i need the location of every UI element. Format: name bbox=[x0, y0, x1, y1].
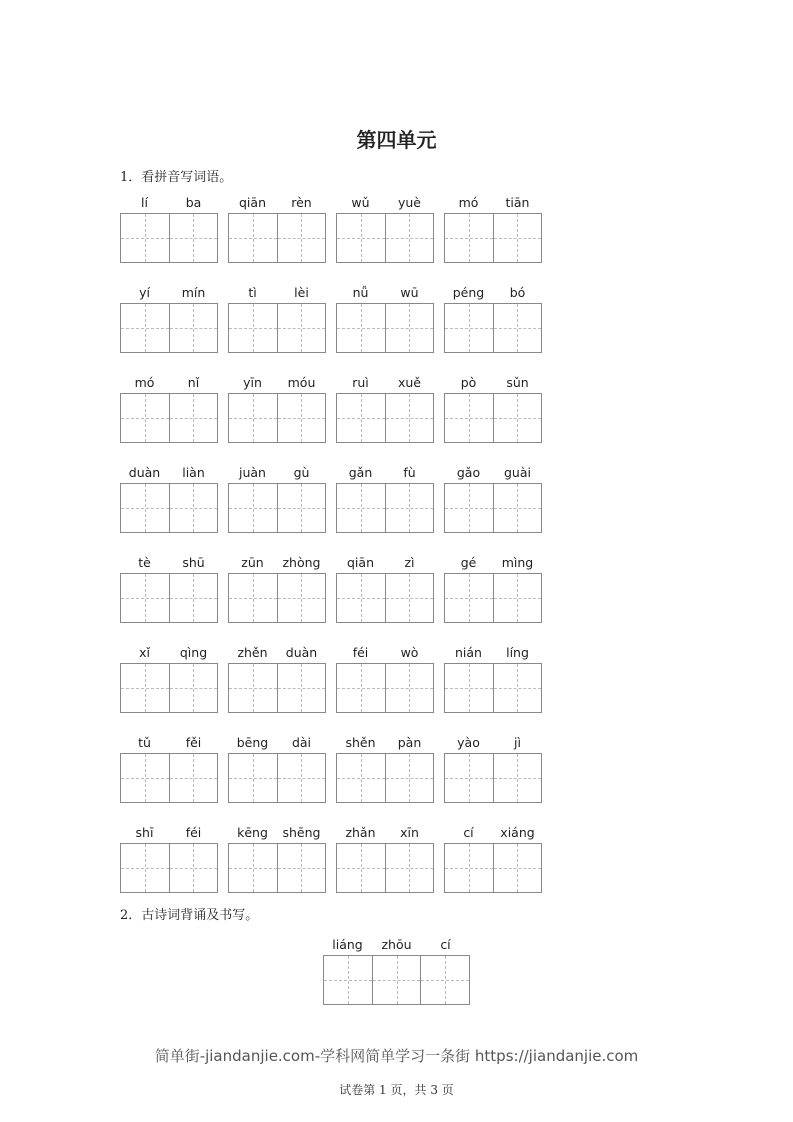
writing-cell[interactable] bbox=[385, 664, 434, 712]
watermark: 简单街-jiandanjie.com-学科网简单学习一条街 https://jiandanjie.com bbox=[154, 1047, 639, 1065]
page-title: 第四单元 bbox=[356, 128, 437, 152]
writing-cell[interactable] bbox=[277, 754, 326, 802]
pinyin-row bbox=[336, 285, 434, 301]
pinyin-row bbox=[120, 735, 218, 751]
word-group bbox=[228, 195, 326, 263]
word-group bbox=[336, 735, 434, 803]
pinyin: juàn bbox=[239, 465, 266, 480]
pinyin: liàn bbox=[182, 465, 205, 480]
writing-boxes bbox=[444, 303, 542, 353]
writing-boxes bbox=[444, 843, 542, 893]
writing-boxes bbox=[228, 573, 326, 623]
writing-cell[interactable] bbox=[385, 394, 434, 442]
pinyin: mó bbox=[134, 375, 155, 390]
pinyin: yí bbox=[139, 285, 150, 300]
word-group bbox=[120, 465, 218, 533]
pinyin-row bbox=[228, 465, 326, 481]
pinyin-row bbox=[120, 375, 218, 391]
pinyin: yuè bbox=[397, 195, 421, 210]
pinyin: yào bbox=[457, 735, 480, 750]
pinyin: pàn bbox=[397, 735, 422, 750]
writing-boxes bbox=[120, 213, 218, 263]
pinyin: bēng bbox=[236, 735, 269, 750]
pinyin: qìng bbox=[179, 645, 208, 660]
writing-cell[interactable] bbox=[169, 394, 218, 442]
writing-cell[interactable] bbox=[277, 664, 326, 712]
pinyin: nǐ bbox=[187, 375, 200, 390]
writing-cell[interactable] bbox=[169, 304, 218, 352]
writing-boxes bbox=[228, 753, 326, 803]
pinyin: péng bbox=[452, 285, 485, 300]
writing-cell[interactable] bbox=[337, 304, 385, 352]
pinyin: mín bbox=[181, 285, 206, 300]
writing-cell[interactable] bbox=[229, 484, 277, 532]
writing-cell[interactable] bbox=[445, 304, 493, 352]
pinyin-row bbox=[444, 645, 542, 661]
word-group bbox=[120, 375, 218, 443]
writing-boxes bbox=[336, 843, 434, 893]
writing-cell[interactable] bbox=[385, 214, 434, 262]
writing-cell[interactable] bbox=[445, 394, 493, 442]
pinyin: pò bbox=[460, 375, 477, 390]
word-group bbox=[444, 735, 542, 803]
question-2: 2．古诗词背诵及书写。 bbox=[120, 908, 259, 923]
writing-cell[interactable] bbox=[445, 844, 493, 892]
word-group bbox=[228, 375, 326, 443]
writing-cell[interactable] bbox=[169, 214, 218, 262]
writing-cell[interactable] bbox=[337, 214, 385, 262]
writing-boxes bbox=[323, 955, 470, 1005]
pinyin-row bbox=[444, 195, 542, 211]
pinyin: nián bbox=[455, 645, 482, 660]
writing-cell[interactable] bbox=[385, 304, 434, 352]
writing-cell[interactable] bbox=[337, 484, 385, 532]
writing-boxes bbox=[120, 753, 218, 803]
writing-cell[interactable] bbox=[493, 214, 542, 262]
pinyin: xuě bbox=[397, 375, 421, 390]
word-group bbox=[336, 825, 434, 893]
writing-cell[interactable] bbox=[121, 214, 169, 262]
pinyin: cí bbox=[463, 825, 474, 840]
writing-cell[interactable] bbox=[493, 844, 542, 892]
pinyin-row bbox=[444, 465, 542, 481]
word-group bbox=[444, 465, 542, 533]
writing-cell[interactable] bbox=[445, 574, 493, 622]
question-1: 1．看拼音写词语。 bbox=[120, 170, 233, 185]
pinyin-row bbox=[120, 195, 218, 211]
writing-cell[interactable] bbox=[169, 844, 218, 892]
writing-cell[interactable] bbox=[493, 574, 542, 622]
writing-cell[interactable] bbox=[277, 394, 326, 442]
writing-cell[interactable] bbox=[169, 574, 218, 622]
writing-boxes bbox=[336, 663, 434, 713]
writing-cell[interactable] bbox=[493, 304, 542, 352]
pinyin: lèi bbox=[294, 285, 309, 300]
word-group bbox=[336, 375, 434, 443]
writing-cell[interactable] bbox=[169, 484, 218, 532]
word-group bbox=[120, 555, 218, 623]
pinyin: ruì bbox=[352, 375, 369, 390]
writing-boxes bbox=[120, 303, 218, 353]
pinyin-row bbox=[228, 555, 326, 571]
pinyin: jì bbox=[514, 735, 521, 750]
writing-boxes bbox=[228, 663, 326, 713]
word-group bbox=[228, 465, 326, 533]
pinyin: zhěn bbox=[237, 645, 268, 660]
writing-cell[interactable] bbox=[169, 754, 218, 802]
pinyin: gù bbox=[293, 465, 310, 480]
page-footer: 试卷第 1 页，共 3 页 bbox=[339, 1083, 454, 1097]
writing-cell[interactable] bbox=[337, 754, 385, 802]
writing-boxes bbox=[228, 843, 326, 893]
writing-cell[interactable] bbox=[445, 664, 493, 712]
word-group bbox=[120, 285, 218, 353]
writing-cell[interactable] bbox=[493, 754, 542, 802]
writing-boxes bbox=[336, 483, 434, 533]
pinyin-row bbox=[336, 375, 434, 391]
pinyin: nǚ bbox=[352, 285, 369, 300]
word-group bbox=[336, 555, 434, 623]
word-group bbox=[444, 195, 542, 263]
pinyin-row bbox=[120, 555, 218, 571]
writing-cell[interactable] bbox=[337, 844, 385, 892]
pinyin: xīn bbox=[400, 825, 419, 840]
pinyin: qiān bbox=[239, 195, 266, 210]
writing-cell[interactable] bbox=[229, 574, 277, 622]
pinyin: féi bbox=[352, 645, 369, 660]
pinyin: kēng bbox=[237, 825, 268, 840]
writing-cell[interactable] bbox=[385, 754, 434, 802]
writing-cell[interactable] bbox=[372, 956, 421, 1004]
writing-cell[interactable] bbox=[121, 754, 169, 802]
pinyin-row bbox=[336, 735, 434, 751]
pinyin: zhǎn bbox=[345, 825, 376, 840]
pinyin-row bbox=[323, 937, 470, 953]
writing-cell[interactable] bbox=[277, 844, 326, 892]
pinyin-row bbox=[336, 195, 434, 211]
pinyin: mó bbox=[458, 195, 479, 210]
writing-boxes bbox=[444, 753, 542, 803]
writing-cell[interactable] bbox=[229, 664, 277, 712]
pinyin: dài bbox=[291, 735, 312, 750]
word-group bbox=[444, 825, 542, 893]
pinyin-row bbox=[444, 375, 542, 391]
pinyin: gé bbox=[460, 555, 477, 570]
writing-boxes bbox=[444, 483, 542, 533]
writing-cell[interactable] bbox=[229, 214, 277, 262]
pinyin: zhōu bbox=[381, 937, 412, 952]
word-group bbox=[228, 285, 326, 353]
pinyin: sǔn bbox=[506, 375, 529, 390]
word-group bbox=[120, 825, 218, 893]
pinyin-row bbox=[120, 465, 218, 481]
writing-boxes bbox=[228, 393, 326, 443]
pinyin-row bbox=[228, 375, 326, 391]
pinyin-row bbox=[444, 825, 542, 841]
pinyin-row bbox=[336, 825, 434, 841]
pinyin-row bbox=[120, 645, 218, 661]
word-group bbox=[228, 645, 326, 713]
writing-cell[interactable] bbox=[277, 304, 326, 352]
pinyin: guài bbox=[504, 465, 531, 480]
pinyin: tì bbox=[248, 285, 257, 300]
writing-cell[interactable] bbox=[445, 214, 493, 262]
pinyin-row bbox=[228, 195, 326, 211]
pinyin-row bbox=[444, 735, 542, 751]
pinyin: zūn bbox=[241, 555, 264, 570]
pinyin: mìng bbox=[501, 555, 534, 570]
pinyin: cí bbox=[440, 937, 451, 952]
pinyin: liáng bbox=[332, 937, 363, 952]
writing-cell[interactable] bbox=[121, 664, 169, 712]
writing-boxes bbox=[444, 213, 542, 263]
pinyin: zhòng bbox=[282, 555, 321, 570]
pinyin: bó bbox=[509, 285, 526, 300]
word-group bbox=[336, 285, 434, 353]
pinyin: duàn bbox=[285, 645, 318, 660]
writing-cell[interactable] bbox=[493, 484, 542, 532]
writing-cell[interactable] bbox=[420, 956, 469, 1004]
word-group bbox=[444, 555, 542, 623]
pinyin: gǎo bbox=[456, 465, 481, 480]
word-group bbox=[336, 195, 434, 263]
pinyin: shēng bbox=[282, 825, 321, 840]
pinyin: lí bbox=[141, 195, 148, 210]
pinyin-row bbox=[336, 555, 434, 571]
pinyin: ba bbox=[185, 195, 202, 210]
writing-cell[interactable] bbox=[277, 484, 326, 532]
writing-boxes bbox=[336, 573, 434, 623]
pinyin: xǐ bbox=[139, 645, 150, 660]
pinyin-row bbox=[444, 285, 542, 301]
writing-boxes bbox=[444, 573, 542, 623]
pinyin: zì bbox=[404, 555, 415, 570]
word-group bbox=[444, 375, 542, 443]
writing-boxes bbox=[120, 843, 218, 893]
word-group bbox=[228, 735, 326, 803]
writing-cell[interactable] bbox=[493, 394, 542, 442]
pinyin-row bbox=[336, 465, 434, 481]
pinyin: duàn bbox=[128, 465, 161, 480]
writing-cell[interactable] bbox=[121, 844, 169, 892]
word-group bbox=[120, 645, 218, 713]
pinyin: fù bbox=[403, 465, 416, 480]
writing-cell[interactable] bbox=[385, 574, 434, 622]
pinyin-row bbox=[228, 825, 326, 841]
pinyin: shū bbox=[182, 555, 205, 570]
pinyin: wū bbox=[400, 285, 419, 300]
writing-cell[interactable] bbox=[229, 844, 277, 892]
writing-boxes bbox=[120, 483, 218, 533]
writing-boxes bbox=[444, 663, 542, 713]
writing-cell[interactable] bbox=[493, 664, 542, 712]
writing-boxes bbox=[336, 393, 434, 443]
writing-boxes bbox=[120, 393, 218, 443]
pinyin: wò bbox=[400, 645, 419, 660]
writing-cell[interactable] bbox=[277, 574, 326, 622]
writing-cell[interactable] bbox=[385, 484, 434, 532]
pinyin: xiáng bbox=[500, 825, 535, 840]
pinyin: tǔ bbox=[138, 735, 151, 750]
poem-title-group bbox=[323, 937, 470, 1005]
writing-cell[interactable] bbox=[445, 484, 493, 532]
word-group bbox=[228, 825, 326, 893]
pinyin: shěn bbox=[345, 735, 376, 750]
writing-cell[interactable] bbox=[229, 394, 277, 442]
writing-cell[interactable] bbox=[324, 956, 372, 1004]
writing-cell[interactable] bbox=[277, 214, 326, 262]
writing-boxes bbox=[336, 213, 434, 263]
word-group bbox=[120, 735, 218, 803]
writing-cell[interactable] bbox=[121, 304, 169, 352]
word-group bbox=[228, 555, 326, 623]
writing-cell[interactable] bbox=[121, 394, 169, 442]
writing-boxes bbox=[336, 303, 434, 353]
pinyin: tè bbox=[138, 555, 151, 570]
writing-cell[interactable] bbox=[169, 664, 218, 712]
writing-boxes bbox=[444, 393, 542, 443]
pinyin-row bbox=[444, 555, 542, 571]
pinyin: shī bbox=[135, 825, 154, 840]
pinyin-row bbox=[228, 285, 326, 301]
pinyin: féi bbox=[185, 825, 202, 840]
word-group bbox=[120, 195, 218, 263]
word-group bbox=[444, 645, 542, 713]
writing-boxes bbox=[336, 753, 434, 803]
pinyin-row bbox=[120, 285, 218, 301]
pinyin: gǎn bbox=[348, 465, 373, 480]
pinyin-row bbox=[228, 735, 326, 751]
pinyin: yīn bbox=[243, 375, 262, 390]
writing-boxes bbox=[228, 303, 326, 353]
writing-cell[interactable] bbox=[385, 844, 434, 892]
pinyin: fěi bbox=[185, 735, 202, 750]
writing-boxes bbox=[120, 573, 218, 623]
pinyin: tiān bbox=[505, 195, 530, 210]
writing-cell[interactable] bbox=[121, 574, 169, 622]
word-group bbox=[336, 645, 434, 713]
pinyin: rèn bbox=[291, 195, 312, 210]
pinyin-row bbox=[336, 645, 434, 661]
pinyin: móu bbox=[287, 375, 316, 390]
word-group bbox=[336, 465, 434, 533]
writing-cell[interactable] bbox=[337, 574, 385, 622]
pinyin: qiān bbox=[347, 555, 374, 570]
writing-cell[interactable] bbox=[445, 754, 493, 802]
writing-boxes bbox=[228, 213, 326, 263]
writing-boxes bbox=[120, 663, 218, 713]
writing-boxes bbox=[228, 483, 326, 533]
pinyin-row bbox=[228, 645, 326, 661]
writing-cell[interactable] bbox=[229, 304, 277, 352]
pinyin: wǔ bbox=[351, 195, 370, 210]
word-group bbox=[444, 285, 542, 353]
pinyin: líng bbox=[506, 645, 529, 660]
writing-cell[interactable] bbox=[121, 484, 169, 532]
writing-cell[interactable] bbox=[337, 664, 385, 712]
writing-cell[interactable] bbox=[229, 754, 277, 802]
writing-cell[interactable] bbox=[337, 394, 385, 442]
pinyin-row bbox=[120, 825, 218, 841]
